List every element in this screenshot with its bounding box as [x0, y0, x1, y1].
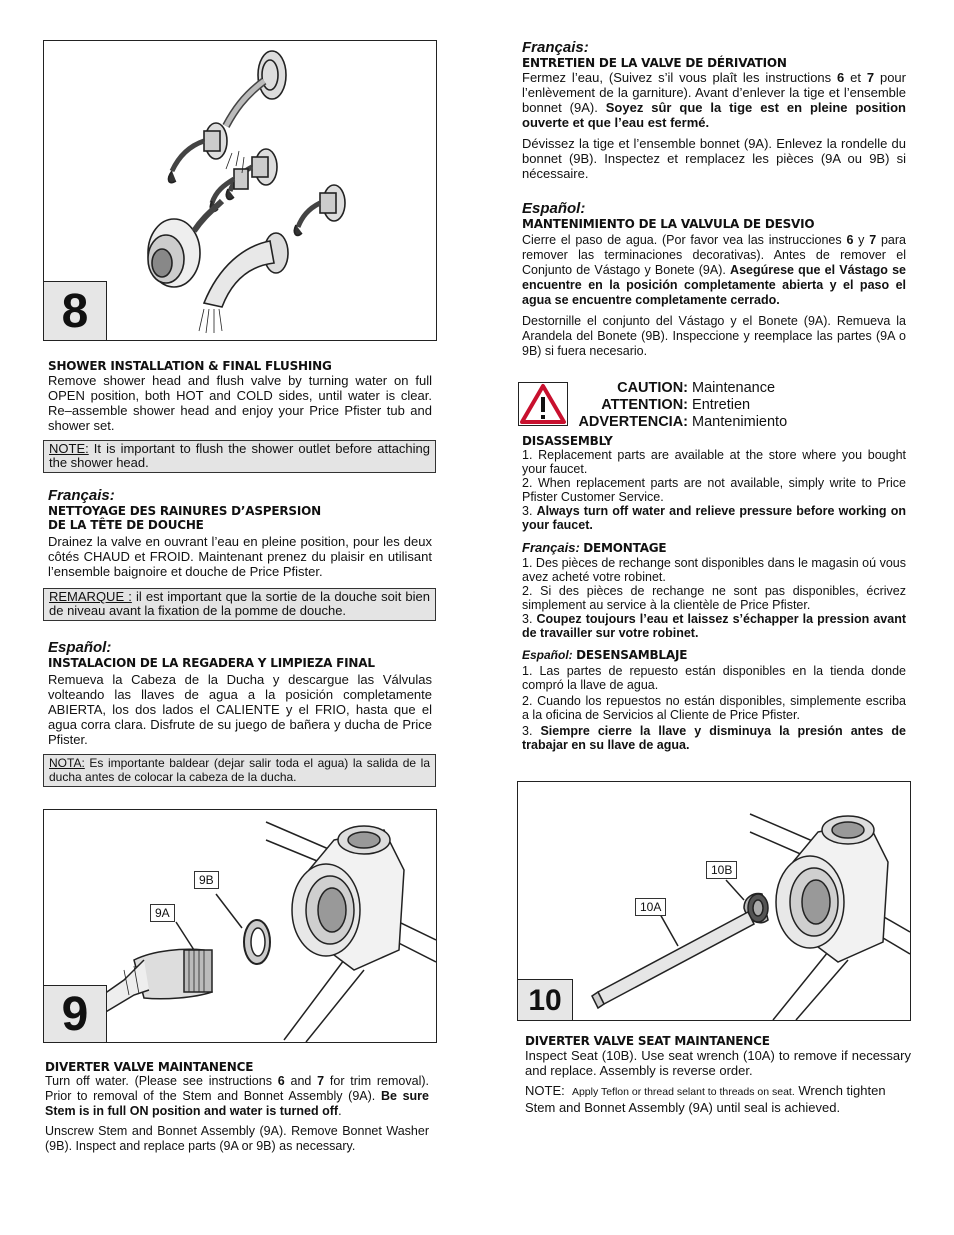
part-label-9a: 9A	[150, 904, 175, 922]
paragraph: Dévissez la tige et l’ensemble bonnet (9A). Enlevez la rondelle du bonnet (9B). Inspectez et remplacez les pièces (9A ou 9B) si nécessaire.	[522, 136, 906, 181]
diverter-valve-section	[45, 1060, 429, 1154]
section-title: DIVERTER VALVE MAINTANENCE	[45, 1060, 254, 1074]
note-label: NOTE:	[525, 1083, 565, 1098]
caution-label: ADVERTENCIA:	[578, 414, 688, 430]
text-run: 7	[869, 233, 877, 247]
text-run: 3.	[522, 612, 537, 626]
section-body: Drainez la valve en ouvrant l’eau en pleine position, pour les deux côtés CHAUD et FROID. Maintenant prenez du plaisir en utilisant l’ensemble baignoire et douche de Price Pfister.	[48, 534, 432, 579]
list-item: 1. Des pièces de rechange sont disponibles dans le magasin oú vous avez acheté votre robinet.	[522, 556, 906, 584]
part-label-9b: 9B	[194, 871, 219, 889]
note-label: NOTA:	[49, 756, 85, 770]
text-run: 6	[277, 1074, 285, 1088]
subsection-heading	[522, 647, 906, 664]
spanish-shower-section	[48, 639, 432, 747]
text-run: Be sure Stem is in full ON position and water is turned off	[45, 1089, 429, 1118]
language-label: Français:	[522, 39, 589, 56]
french-diverter-section	[522, 39, 906, 181]
text-run: para remover las terminaciones decorativas). Antes de remover el Conjunto de Vástago y Bonete (9A).	[522, 233, 906, 277]
text-run: Soyez sûr que la tige est en pleine position ouverte et que l’eau est fermé.	[522, 100, 906, 130]
language-label: Español:	[522, 200, 586, 217]
text-run: 3.	[522, 504, 537, 518]
section-title: INSTALACION DE LA REGADERA Y LIMPIEZA FINAL	[48, 656, 375, 670]
language-label: Español:	[48, 639, 112, 656]
part-label-10a: 10A	[635, 898, 666, 916]
paragraph	[45, 1074, 429, 1119]
section-title: DISASSEMBLY	[522, 434, 613, 448]
caution-value: Maintenance	[692, 380, 776, 396]
note-label: NOTE:	[49, 441, 89, 456]
section-title: SHOWER INSTALLATION & FINAL FLUSHING	[48, 359, 332, 373]
text-run: pour l’enlèvement de la garniture). Avant d’enlever la tige et l’ensemble bonnet (9A).	[522, 70, 906, 115]
french-shower-section	[48, 487, 432, 579]
text-run: Turn off water. (Please see instructions	[45, 1074, 278, 1088]
caution-block	[568, 380, 898, 431]
list-item: 1. Las partes de repuesto están disponibles en la tienda donde compró la llave de agua.	[522, 664, 906, 692]
spanish-diverter-section	[522, 200, 906, 359]
section-title: MANTENIMIENTO DE LA VALVULA DE DESVIO	[522, 217, 815, 231]
figure-number: 8	[44, 281, 107, 340]
text-run: for trim removal). Prior to removal of the Stem and Bonnet Assembly (9A).	[45, 1074, 429, 1103]
diverter-seat-illustration	[518, 782, 910, 1020]
list-item	[522, 612, 906, 640]
list-item: 1. Replacement parts are available at the store where you bought your faucet.	[522, 448, 906, 476]
list-item	[522, 504, 906, 532]
section-title: NETTOYAGE DES RAINURES D’ASPERSION	[48, 504, 321, 518]
text-run: Coupez toujours l’eau et laissez s’échapper la pression avant de travailler sur votre robinet.	[522, 612, 906, 640]
list-item: 2. When replacement parts are not available, simply write to Price Pfister Customer Service.	[522, 476, 906, 504]
text-run: Fermez l’eau, (Suivez s’il vous plaît les instructions	[522, 70, 838, 85]
text-run: .	[338, 1104, 342, 1118]
note-box	[43, 588, 436, 621]
section-title: DIVERTER VALVE SEAT MAINTANENCE	[525, 1034, 770, 1048]
caution-label: CAUTION:	[617, 380, 688, 396]
caution-row	[568, 380, 898, 397]
part-label-10b: 10B	[706, 861, 737, 879]
text-run: Cierre el paso de agua. (Por favor vea las instrucciones	[522, 233, 847, 247]
list-item: 2. Si des pièces de rechange ne sont pas disponibles, écrivez simplement au service à la clientèle de Price Pfister.	[522, 584, 906, 612]
note-text: Wrench tighten Stem and Bonnet Assembly (9A) until seal is achieved.	[525, 1083, 886, 1115]
section-title: DEMONTAGE	[583, 541, 667, 555]
note-box	[43, 754, 436, 787]
text-run: et	[844, 70, 867, 85]
note-text: It is important to flush the shower outlet before attaching the shower head.	[49, 441, 430, 470]
diverter-seat-section	[525, 1034, 911, 1115]
list-item	[522, 724, 906, 752]
text-run: 3.	[522, 724, 541, 738]
section-body: Remueva la Cabeza de la Ducha y descargue las Válvulas volteando las llaves de agua a la posición completamente ABIERTA, los dos lados el CALIENTE y el FRIO, hasta que el agua corra clara. Disfrute de su juego de bañera y ducha de Price Pfister.	[48, 672, 432, 747]
paragraph: Unscrew Stem and Bonnet Assembly (9A). Remove Bonnet Washer (9B). Inspect and replace parts (9A or 9B) as necessary.	[45, 1124, 429, 1153]
note-label: REMARQUE :	[49, 589, 132, 604]
text-run: Asegúrese que el Vástago se encuentre en la posición completamente abierta y el paso el agua se encuentre completamente cerrado.	[522, 263, 906, 307]
paragraph: Destornille el conjunto del Vástago y el Bonete (9A). Remueva la Arandela del Bonete (9B). Inspeccione y reemplace las partes (9A o 9B) si fuera necesario.	[522, 314, 906, 358]
caution-row	[568, 414, 898, 431]
figure-number: 9	[44, 985, 107, 1042]
list-item: 2. Cuando los repuestos no están disponibles, simplemente escriba a la oficina de Servicios al Cliente de Price Pfister.	[522, 694, 906, 722]
warning-triangle-icon	[518, 382, 568, 426]
figure-8	[43, 40, 437, 341]
note-box	[43, 440, 436, 473]
figure-10	[517, 781, 911, 1021]
language-label: Français:	[48, 487, 115, 504]
text-run: Always turn off water and relieve pressure before working on your faucet.	[522, 504, 906, 532]
disassembly-section	[522, 434, 906, 752]
section-body: Inspect Seat (10B). Use seat wrench (10A) to remove if necessary and replace. Assembly is reverse order.	[525, 1048, 911, 1078]
figure-9	[43, 809, 437, 1043]
paragraph	[522, 70, 906, 130]
text-run: 6	[837, 70, 845, 85]
language-label: Français:	[522, 540, 580, 555]
language-label: Español:	[522, 648, 573, 662]
paragraph	[522, 233, 906, 308]
note-text-small: Apply Teflon or thread selant to threads on seat.	[571, 1086, 795, 1098]
section-title: DESENSAMBLAJE	[576, 648, 688, 662]
figure-number: 10	[518, 979, 573, 1020]
note-text: il est important que la sortie de la douche soit bien de niveau avant la fixation de la pomme de douche.	[49, 589, 431, 618]
text-run: and	[284, 1074, 318, 1088]
note-paragraph	[525, 1083, 911, 1115]
subsection-heading	[522, 539, 906, 556]
text-run: 7	[866, 70, 875, 85]
text-run: y	[853, 233, 870, 247]
caution-label: ATTENTION:	[601, 397, 688, 413]
caution-value: Entretien	[692, 397, 751, 413]
section-body: Remove shower head and flush valve by turning water on full OPEN position, both HOT and COLD sides, until water is clear. Re–assemble shower head and enjoy your Price Pfister tub and shower set.	[48, 373, 432, 433]
caution-row	[568, 397, 898, 414]
caution-value: Mantenimiento	[692, 414, 788, 430]
note-text: Es importante baldear (dejar salir toda el agua) la salida de la ducha antes de colocar la cabeza de la ducha.	[49, 756, 430, 784]
text-run: 6	[846, 233, 854, 247]
shower-installation-section	[48, 359, 432, 433]
text-run: Siempre cierre la llave y disminuya la presión antes de trabajar en su llave de agua.	[522, 724, 906, 752]
text-run: 7	[317, 1074, 325, 1088]
section-title-line2: DE LA TÊTE DE DOUCHE	[48, 518, 204, 532]
section-title: ENTRETIEN DE LA VALVE DE DÉRIVATION	[522, 56, 787, 70]
